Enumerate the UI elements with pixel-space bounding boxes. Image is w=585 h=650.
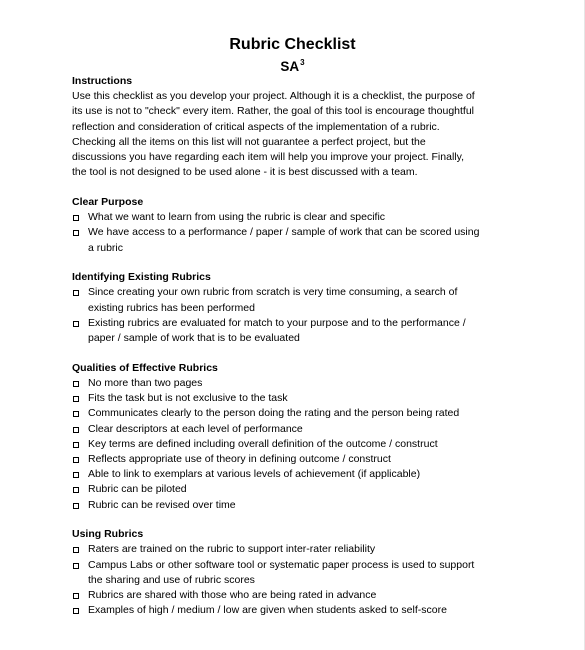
document-title: Rubric Checklist — [229, 36, 356, 53]
section-heading-instructions: Instructions — [72, 75, 133, 87]
instructions-line: its use is not to "check" every item. Rather, the goal of this tool is encourage thoughtful — [72, 105, 475, 118]
checklist-item-text: Campus Labs or other software tool or systematic paper process is used to support — [88, 558, 475, 571]
checklist-item — [72, 452, 522, 467]
checklist-item — [72, 406, 522, 421]
checklist-item-text: Communicates clearly to the person doing the rating and the person being rated — [88, 407, 460, 420]
checklist-item-text: Clear descriptors at each level of performance — [88, 422, 303, 435]
checklist-item-text: the sharing and use of rubric scores — [88, 573, 255, 586]
checklist-item-text: We have access to a performance / paper / sample of work that can be scored using — [88, 226, 480, 239]
checklist-sections — [72, 195, 522, 619]
checklist-item — [72, 285, 522, 315]
instructions-line: Use this checklist as you develop your project. Although it is a checklist, the purpose of — [72, 90, 475, 103]
checkbox-icon — [73, 381, 79, 387]
subtitle-text: SA — [280, 59, 300, 74]
checkbox-icon — [73, 547, 79, 553]
checklist-item-text: What we want to learn from using the rubric is clear and specific — [88, 211, 386, 224]
checklist-item — [72, 316, 522, 346]
checklist-item — [72, 210, 522, 225]
checklist-item-text: Since creating your own rubric from scratch is very time consuming, a search of — [88, 286, 458, 299]
checkbox-icon — [73, 457, 79, 463]
instructions-line: Checking all the items on this list will not guarantee a perfect project, but the — [72, 135, 426, 148]
checkbox-icon — [73, 230, 79, 236]
checkbox-icon — [73, 411, 79, 417]
checklist-item — [72, 603, 522, 618]
instructions-paragraph — [72, 89, 522, 180]
instructions-line: reflection and consideration of critical aspects of the implementation of a rubric. — [72, 120, 440, 133]
checklist-item — [72, 467, 522, 482]
qualities-of-effective-rubrics-section — [72, 361, 522, 513]
checklist — [72, 210, 522, 256]
checklist-item-text: existing rubrics has been performed — [88, 301, 255, 314]
checkbox-icon — [73, 290, 79, 296]
checklist-item-text: Rubric can be revised over time — [88, 498, 236, 511]
clear-purpose-section — [72, 195, 522, 256]
checkbox-icon — [73, 487, 79, 493]
using-rubrics-section — [72, 527, 522, 618]
checklist-item — [72, 558, 522, 588]
checklist-item — [72, 225, 522, 255]
checkbox-icon — [73, 396, 79, 402]
section-heading-clear-purpose: Clear Purpose — [72, 195, 144, 208]
checkbox-icon — [73, 608, 79, 614]
checklist-item — [72, 498, 522, 513]
checklist-item-text: paper / sample of work that is to be evaluated — [88, 332, 300, 344]
checklist-item-text: Reflects appropriate use of theory in defining outcome / construct — [88, 452, 391, 465]
checkbox-icon — [73, 472, 79, 478]
checklist-item — [72, 482, 522, 497]
checklist-item-text: No more than two pages — [88, 376, 203, 389]
checklist-item-text: Key terms are defined including overall definition of the outcome / construct — [88, 437, 438, 450]
checklist-item-text: Rubrics are shared with those who are being rated in advance — [88, 589, 377, 602]
checklist-item — [72, 376, 522, 391]
instructions-line: the tool is not designed to be used alone - it is best discussed with a team. — [72, 166, 418, 179]
checklist-item-text: Existing rubrics are evaluated for match to your purpose and to the performance / — [88, 316, 466, 329]
checkbox-icon — [73, 503, 79, 509]
checklist — [72, 285, 522, 346]
checklist-item — [72, 437, 522, 452]
section-heading-identifying-existing-rubrics: Identifying Existing Rubrics — [72, 271, 211, 284]
checkbox-icon — [73, 593, 79, 599]
checklist-item — [72, 542, 522, 557]
checkbox-icon — [73, 215, 79, 221]
checklist-item — [72, 422, 522, 437]
identifying-existing-rubrics-section — [72, 270, 522, 346]
checklist-item — [72, 391, 522, 406]
checkbox-icon — [73, 563, 79, 569]
checklist-item-text: Examples of high / medium / low are given when students asked to self-score — [88, 604, 447, 617]
instructions-line: discussions you have regarding each item will help you improve your project. Finally, — [72, 151, 464, 163]
subtitle-superscript: 3 — [300, 58, 305, 67]
checklist-item-text: Rubric can be piloted — [88, 483, 187, 496]
checkbox-icon — [73, 321, 79, 327]
checklist-item-text: a rubric — [88, 241, 124, 254]
checkbox-icon — [73, 427, 79, 433]
checklist-item-text: Raters are trained on the rubric to support inter-rater reliability — [88, 543, 376, 556]
instructions-section — [72, 74, 522, 180]
checklist-item — [72, 588, 522, 603]
checklist-item-text: Able to link to exemplars at various levels of achievement (if applicable) — [88, 468, 421, 481]
section-heading-using-rubrics: Using Rubrics — [72, 528, 144, 541]
checklist-item-text: Fits the task but is not exclusive to the task — [88, 392, 288, 405]
checklist — [72, 542, 522, 618]
checkbox-icon — [73, 442, 79, 448]
document-body — [72, 73, 522, 633]
checklist — [72, 376, 522, 513]
section-heading-qualities-of-effective-rubrics: Qualities of Effective Rubrics — [72, 361, 218, 374]
